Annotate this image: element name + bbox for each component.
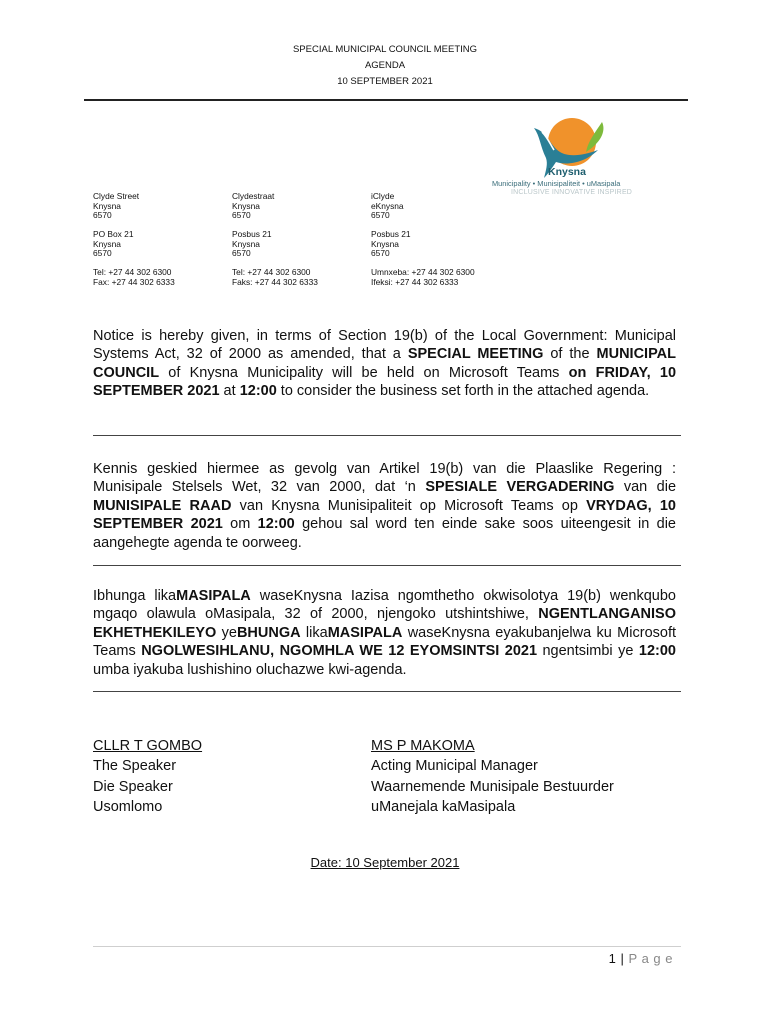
speaker-title-xh: Usomlomo <box>93 799 163 816</box>
footer-divider <box>93 946 681 947</box>
manager-title-xh: uManejala kaMasipala <box>371 799 516 816</box>
speaker-title-af: Die Speaker <box>93 778 173 795</box>
address-street-xh: iClyde eKnysna 6570 <box>371 191 404 221</box>
address-pobox-af: Posbus 21 Knysna 6570 <box>232 229 272 259</box>
logo-wordmark: Knysna <box>548 166 586 178</box>
manager-name: MS P MAKOMA <box>371 738 475 754</box>
contact-en: Tel: +27 44 302 6300 Fax: +27 44 302 6333 <box>93 267 175 287</box>
section-divider <box>93 435 681 436</box>
notice-english: Notice is hereby given, in terms of Section 19(b) of the Local Government: Municipal Systems Act, 32 of 2000 as amended, that a SPECIAL MEETING of the MUNICIPAL COUNCIL of Knysna Municipality will be held on Microsoft Teams on FRIDAY, 10 SEPTEMBER 2021 at 12:00 to consider the business set forth in the attached agenda. <box>93 328 677 400</box>
signatory-speaker <box>93 736 202 818</box>
notice-xhosa: Ibhunga likaMASIPALA waseKnysna Iazisa ngomthetho okwisolotya 19(b) wenkqubo mgaqo olawula oMasipala, 32 of 2000, njengoko utshintshiwe, NGENTLANGANISO EKHETHEKILEYO yeBHUNGA likaMASIPALA waseKnysna eyakubanjelwa ku Microsoft Teams NGOLWESIHLANU, NGOMHLA WE 12 EYOMSINTSI 2021 ngentsimbi ye 12:00 umba iyakuba lushishino oluchazwe kwi-agenda. <box>93 588 677 678</box>
contact-af: Tel: +27 44 302 6300 Faks: +27 44 302 6333 <box>232 267 318 287</box>
notice-afrikaans: Kennis geskied hiermee as gevolg van Artikel 19(b) van die Plaaslike Regering : Munisipale Stelsels Wet, 32 van 2000, dat ‘n SPESIALE VERGADERING van die MUNISIPALE RAAD van Knysna Munisipaliteit op Microsoft Teams op VRYDAG, 10 SEPTEMBER 2021 om 12:00 gehou sal word ten einde sake soos uiteengesit in die aangehegte agenda te oorweeg. <box>93 461 677 551</box>
signatory-municipal-manager <box>371 736 614 818</box>
agenda-label: AGENDA <box>364 60 406 71</box>
address-street-en: Clyde Street Knysna 6570 <box>93 191 140 221</box>
contact-xh: Umnxeba: +27 44 302 6300 Ifeksi: +27 44 302 6333 <box>371 267 475 287</box>
page-number: 1 | P a g e <box>608 951 673 966</box>
section-divider <box>93 565 681 566</box>
address-pobox-en: PO Box 21 Knysna 6570 <box>93 229 134 259</box>
speaker-title-en: The Speaker <box>93 758 177 775</box>
meeting-date-header: 10 SEPTEMBER 2021 <box>337 76 433 87</box>
logo-tagline: INCLUSIVE INNOVATIVE INSPIRED <box>511 189 633 196</box>
logo-subtitle: Municipality • Munisipaliteit • uMasipala <box>492 179 621 188</box>
header-divider <box>84 99 688 101</box>
address-pobox-xh: Posbus 21 Knysna 6570 <box>371 229 411 259</box>
meeting-title: SPECIAL MUNICIPAL COUNCIL MEETING <box>292 44 478 55</box>
document-date: Date: 10 September 2021 <box>310 855 460 870</box>
manager-title-af: Waarnemende Munisipale Bestuurder <box>371 778 614 795</box>
address-street-af: Clydestraat Knysna 6570 <box>232 191 275 221</box>
document-header <box>0 42 770 90</box>
manager-title-en: Acting Municipal Manager <box>371 758 538 775</box>
speaker-name: CLLR T GOMBO <box>93 738 203 754</box>
section-divider <box>93 691 681 692</box>
